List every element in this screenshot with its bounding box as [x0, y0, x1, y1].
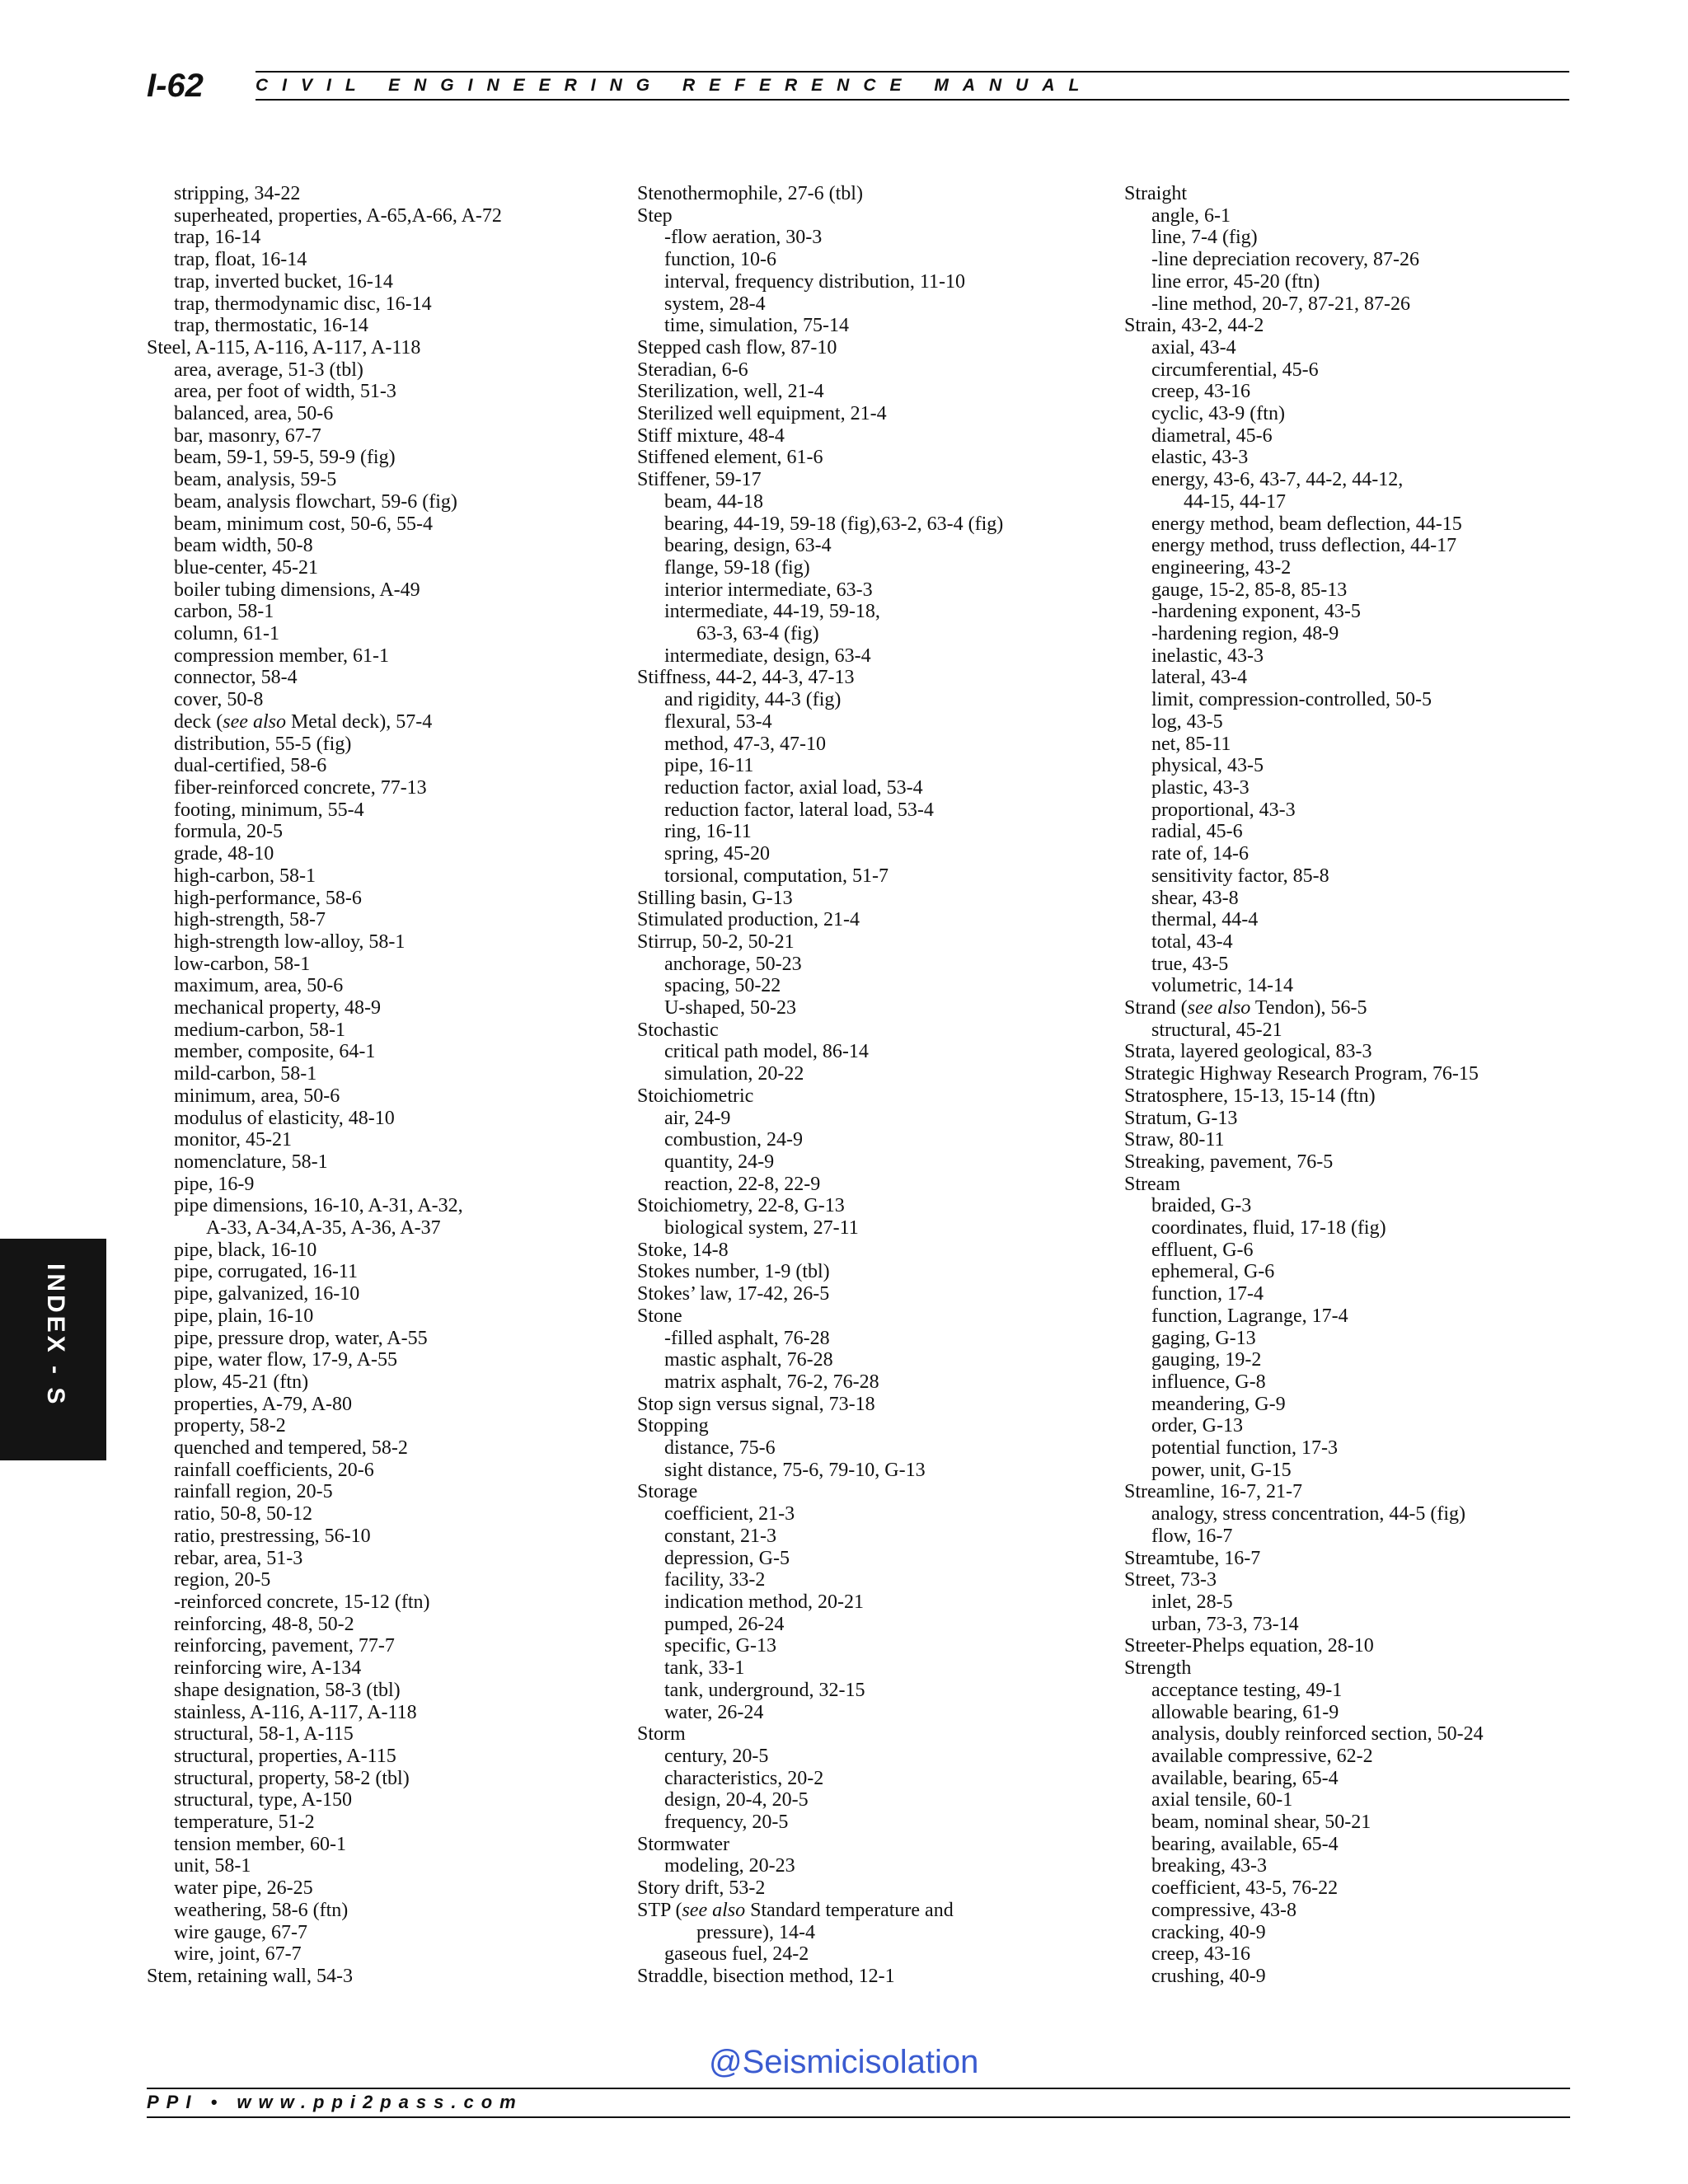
index-entry: boiler tubing dimensions, A-49 — [174, 579, 420, 601]
index-entry: blue-center, 45-21 — [174, 556, 318, 579]
index-entry: member, composite, 64-1 — [174, 1041, 376, 1063]
footer-rule-bottom — [147, 2116, 1570, 2118]
index-entry: high-strength low-alloy, 58-1 — [174, 930, 406, 953]
index-entry: maximum, area, 50-6 — [174, 975, 344, 997]
index-entry: -reinforced concrete, 15-12 (ftn) — [174, 1591, 430, 1613]
index-entry: pipe, 16-11 — [664, 755, 754, 777]
index-entry: spring, 45-20 — [664, 843, 770, 865]
index-entry: biological system, 27-11 — [664, 1217, 859, 1240]
index-entry: tank, underground, 32-15 — [664, 1679, 865, 1701]
index-entry: -line method, 20-7, 87-21, 87-26 — [1151, 293, 1410, 315]
index-entry: area, per foot of width, 51-3 — [174, 381, 396, 403]
index-entry: intermediate, 44-19, 59-18, — [664, 601, 880, 623]
index-entry: depression, G-5 — [664, 1547, 790, 1569]
index-entry: axial tensile, 60-1 — [1151, 1789, 1293, 1811]
index-entry: high-performance, 58-6 — [174, 887, 362, 909]
index-entry: high-strength, 58-7 — [174, 909, 326, 931]
index-entry: pipe, pressure drop, water, A-55 — [174, 1327, 428, 1349]
index-entry: footing, minimum, 55-4 — [174, 799, 364, 821]
index-entry: effluent, G-6 — [1151, 1239, 1254, 1261]
index-entry: trap, thermodynamic disc, 16-14 — [174, 293, 432, 315]
index-entry: spacing, 50-22 — [664, 975, 781, 997]
index-entry: -filled asphalt, 76-28 — [664, 1327, 830, 1349]
index-entry: bar, masonry, 67-7 — [174, 424, 321, 447]
index-entry: radial, 45-6 — [1151, 821, 1243, 843]
index-entry: sight distance, 75-6, 79-10, G-13 — [664, 1459, 926, 1481]
index-entry: analogy, stress concentration, 44-5 (fig) — [1151, 1503, 1465, 1526]
index-entry: matrix asphalt, 76-2, 76-28 — [664, 1371, 879, 1393]
index-entry: pressure), 14-4 — [696, 1921, 815, 1943]
index-entry: bearing, 44-19, 59-18 (fig),63-2, 63-4 (fig) — [664, 513, 1004, 535]
index-entry: compressive, 43-8 — [1151, 1899, 1296, 1921]
index-entry: interior intermediate, 63-3 — [664, 579, 873, 601]
index-entry: monitor, 45-21 — [174, 1129, 293, 1151]
index-entry: Streamline, 16-7, 21-7 — [1124, 1481, 1302, 1503]
index-entry: stripping, 34-22 — [174, 183, 301, 204]
index-entry: limit, compression-controlled, 50-5 — [1151, 689, 1432, 711]
index-entry: function, Lagrange, 17-4 — [1151, 1305, 1348, 1327]
index-entry: reduction factor, axial load, 53-4 — [664, 776, 923, 799]
index-entry: tension member, 60-1 — [174, 1833, 346, 1855]
index-entry: coefficient, 21-3 — [664, 1503, 795, 1526]
index-entry: true, 43-5 — [1151, 953, 1229, 975]
index-entry: minimum, area, 50-6 — [174, 1085, 340, 1107]
index-entry: Stop sign versus signal, 73-18 — [637, 1393, 875, 1415]
index-entry: bearing, available, 65-4 — [1151, 1833, 1339, 1855]
index-entry: rate of, 14-6 — [1151, 843, 1249, 865]
index-entry: diametral, 45-6 — [1151, 424, 1273, 447]
index-entry: reinforcing wire, A-134 — [174, 1657, 362, 1680]
index-entry: A-33, A-34,A-35, A-36, A-37 — [206, 1217, 441, 1240]
index-entry: pipe dimensions, 16-10, A-31, A-32, — [174, 1195, 463, 1217]
index-entry: physical, 43-5 — [1151, 755, 1264, 777]
index-entry: and rigidity, 44-3 (fig) — [664, 689, 842, 711]
index-entry: -hardening exponent, 43-5 — [1151, 601, 1361, 623]
index-entry: pumped, 26-24 — [664, 1613, 785, 1635]
index-entry: Stiffener, 59-17 — [637, 469, 762, 491]
page-header — [147, 64, 1548, 114]
index-entry: weathering, 58-6 (ftn) — [174, 1899, 349, 1921]
index-entry: pipe, corrugated, 16-11 — [174, 1261, 359, 1283]
index-entry: Storage — [637, 1481, 698, 1503]
index-entry: acceptance testing, 49-1 — [1151, 1679, 1343, 1701]
index-entry: gaseous fuel, 24-2 — [664, 1943, 809, 1966]
index-entry: reinforcing, 48-8, 50-2 — [174, 1613, 354, 1635]
index-entry: Stoke, 14-8 — [637, 1239, 729, 1261]
index-entry: engineering, 43-2 — [1151, 556, 1292, 579]
index-entry: quantity, 24-9 — [664, 1151, 775, 1173]
index-entry: Stepped cash flow, 87-10 — [637, 336, 837, 359]
index-entry: Stiffened element, 61-6 — [637, 447, 823, 469]
header-rule-bottom — [256, 99, 1569, 101]
index-entry: tank, 33-1 — [664, 1657, 745, 1680]
index-entry: system, 28-4 — [664, 293, 766, 315]
index-entry: intermediate, design, 63-4 — [664, 644, 871, 667]
index-entry: structural, property, 58-2 (tbl) — [174, 1767, 410, 1789]
index-entry: pipe, 16-9 — [174, 1173, 255, 1195]
index-entry: reinforcing, pavement, 77-7 — [174, 1635, 395, 1657]
index-entry: plastic, 43-3 — [1151, 776, 1250, 799]
index-entry: Straw, 80-11 — [1124, 1129, 1225, 1151]
index-entry: lateral, 43-4 — [1151, 667, 1247, 689]
index-entry: torsional, computation, 51-7 — [664, 865, 889, 887]
index-entry: Steel, A-115, A-116, A-117, A-118 — [147, 336, 421, 359]
index-entry: Storm — [637, 1723, 686, 1746]
index-entry: mild-carbon, 58-1 — [174, 1063, 317, 1085]
index-entry: structural, 45-21 — [1151, 1019, 1282, 1041]
index-entry: Straddle, bisection method, 12-1 — [637, 1965, 895, 1987]
index-entry: Stem, retaining wall, 54-3 — [147, 1965, 353, 1987]
index-column-2 — [637, 183, 1123, 1988]
index-entry: urban, 73-3, 73-14 — [1151, 1613, 1299, 1635]
index-entry: beam width, 50-8 — [174, 535, 313, 557]
index-entry: time, simulation, 75-14 — [664, 315, 849, 337]
index-entry: high-carbon, 58-1 — [174, 865, 316, 887]
index-entry: Streamtube, 16-7 — [1124, 1547, 1261, 1569]
index-entry: facility, 33-2 — [664, 1569, 766, 1591]
index-entry: flexural, 53-4 — [664, 710, 772, 733]
index-entry: ratio, 50-8, 50-12 — [174, 1503, 312, 1526]
publisher-footer: PPI • www.ppi2pass.com — [147, 2092, 523, 2112]
index-entry: available, bearing, 65-4 — [1151, 1767, 1339, 1789]
index-entry: circumferential, 45-6 — [1151, 359, 1319, 381]
index-entry: rebar, area, 51-3 — [174, 1547, 303, 1569]
index-entry: Streaking, pavement, 76-5 — [1124, 1151, 1334, 1173]
index-entry: nomenclature, 58-1 — [174, 1151, 328, 1173]
index-entry: structural, 58-1, A-115 — [174, 1723, 354, 1746]
index-entry: trap, thermostatic, 16-14 — [174, 315, 368, 337]
index-entry: interval, frequency distribution, 11-10 — [664, 270, 966, 293]
index-entry: Stopping — [637, 1415, 709, 1437]
index-entry: proportional, 43-3 — [1151, 799, 1296, 821]
index-entry: frequency, 20-5 — [664, 1811, 789, 1834]
watermark: @Seismicisolation — [709, 2044, 979, 2080]
index-entry: thermal, 44-4 — [1151, 909, 1259, 931]
footer-rule-top — [147, 2088, 1570, 2089]
index-entry: breaking, 43-3 — [1151, 1855, 1267, 1877]
index-section-tab — [0, 1239, 106, 1460]
index-entry: grade, 48-10 — [174, 843, 274, 865]
index-entry: -line depreciation recovery, 87-26 — [1151, 249, 1419, 271]
index-entry: design, 20-4, 20-5 — [664, 1789, 809, 1811]
index-entry: mechanical property, 48-9 — [174, 997, 382, 1019]
index-entry: trap, float, 16-14 — [174, 249, 307, 271]
index-entry: Strain, 43-2, 44-2 — [1124, 315, 1264, 337]
index-entry: gauging, 19-2 — [1151, 1349, 1262, 1371]
index-entry: balanced, area, 50-6 — [174, 403, 334, 425]
index-entry: beam, 44-18 — [664, 490, 763, 513]
index-entry: water pipe, 26-25 — [174, 1877, 313, 1900]
index-entry: beam, minimum cost, 50-6, 55-4 — [174, 513, 433, 535]
index-entry: Streeter-Phelps equation, 28-10 — [1124, 1635, 1374, 1657]
index-entry: Stratosphere, 15-13, 15-14 (ftn) — [1124, 1085, 1376, 1107]
index-entry: connector, 58-4 — [174, 667, 298, 689]
index-entry: Strand (see also Tendon), 56-5 — [1124, 997, 1367, 1019]
index-entry: Stormwater — [637, 1833, 729, 1855]
index-entry: superheated, properties, A-65,A-66, A-72 — [174, 204, 502, 227]
index-entry: ratio, prestressing, 56-10 — [174, 1525, 371, 1547]
index-entry: column, 61-1 — [174, 623, 279, 645]
index-entry: Sterilization, well, 21-4 — [637, 381, 824, 403]
index-column-3 — [1124, 183, 1611, 1988]
index-entry: fiber-reinforced concrete, 77-13 — [174, 776, 427, 799]
index-column-1 — [147, 183, 633, 1988]
index-entry: ring, 16-11 — [664, 821, 752, 843]
index-entry: Stream — [1124, 1173, 1180, 1195]
index-entry: critical path model, 86-14 — [664, 1041, 869, 1063]
index-entry: wire, joint, 67-7 — [174, 1943, 302, 1966]
index-entry: Strength — [1124, 1657, 1192, 1680]
index-entry: reduction factor, lateral load, 53-4 — [664, 799, 934, 821]
index-entry: trap, inverted bucket, 16-14 — [174, 270, 393, 293]
index-entry: Straight — [1124, 183, 1187, 204]
index-entry: total, 43-4 — [1151, 930, 1233, 953]
index-entry: cover, 50-8 — [174, 689, 264, 711]
index-entry: Street, 73-3 — [1124, 1569, 1217, 1591]
page-number: I-62 — [147, 68, 204, 104]
index-entry: beam, analysis flowchart, 59-6 (fig) — [174, 490, 457, 513]
index-entry: order, G-13 — [1151, 1415, 1243, 1437]
index-entry: rainfall region, 20-5 — [174, 1481, 333, 1503]
index-entry: energy, 43-6, 43-7, 44-2, 44-12, — [1151, 469, 1404, 491]
index-entry: net, 85-11 — [1151, 733, 1231, 755]
index-entry: property, 58-2 — [174, 1415, 286, 1437]
index-entry: cyclic, 43-9 (ftn) — [1151, 403, 1285, 425]
index-entry: bearing, design, 63-4 — [664, 535, 832, 557]
index-entry: modeling, 20-23 — [664, 1855, 795, 1877]
index-entry: century, 20-5 — [664, 1745, 769, 1767]
index-entry: gauge, 15-2, 85-8, 85-13 — [1151, 579, 1348, 601]
index-entry: flow, 16-7 — [1151, 1525, 1233, 1547]
index-entry: Steradian, 6-6 — [637, 359, 748, 381]
index-entry: cracking, 40-9 — [1151, 1921, 1266, 1943]
index-entry: coefficient, 43-5, 76-22 — [1151, 1877, 1339, 1900]
index-entry: energy method, truss deflection, 44-17 — [1151, 535, 1457, 557]
index-entry: shape designation, 58-3 (tbl) — [174, 1679, 401, 1701]
index-entry: gaging, G-13 — [1151, 1327, 1256, 1349]
index-entry: volumetric, 14-14 — [1151, 975, 1293, 997]
index-entry: plow, 45-21 (ftn) — [174, 1371, 309, 1393]
index-entry: rainfall coefficients, 20-6 — [174, 1459, 374, 1481]
index-entry: beam, analysis, 59-5 — [174, 469, 337, 491]
index-entry: properties, A-79, A-80 — [174, 1393, 352, 1415]
index-entry: dual-certified, 58-6 — [174, 755, 327, 777]
index-entry: pipe, black, 16-10 — [174, 1239, 317, 1261]
index-entry: simulation, 20-22 — [664, 1063, 804, 1085]
index-entry: distance, 75-6 — [664, 1437, 776, 1460]
index-entry: log, 43-5 — [1151, 710, 1223, 733]
index-entry: carbon, 58-1 — [174, 601, 274, 623]
index-entry: STP (see also Standard temperature and — [637, 1899, 954, 1921]
index-entry: Stratum, G-13 — [1124, 1107, 1238, 1129]
index-entry: Story drift, 53-2 — [637, 1877, 766, 1900]
index-entry: function, 17-4 — [1151, 1283, 1264, 1305]
header-rule-top — [256, 71, 1569, 73]
index-entry: braided, G-3 — [1151, 1195, 1252, 1217]
index-entry: formula, 20-5 — [174, 821, 283, 843]
index-entry: distribution, 55-5 (fig) — [174, 733, 352, 755]
index-entry: line error, 45-20 (ftn) — [1151, 270, 1320, 293]
index-entry: Stiffness, 44-2, 44-3, 47-13 — [637, 667, 855, 689]
index-entry: anchorage, 50-23 — [664, 953, 802, 975]
index-entry: Stokes’ law, 17-42, 26-5 — [637, 1283, 830, 1305]
index-entry: Strata, layered geological, 83-3 — [1124, 1041, 1372, 1063]
index-entry: indication method, 20-21 — [664, 1591, 864, 1613]
index-entry: low-carbon, 58-1 — [174, 953, 311, 975]
index-entry: Stokes number, 1-9 (tbl) — [637, 1261, 830, 1283]
index-entry: 63-3, 63-4 (fig) — [696, 623, 819, 645]
index-entry: sensitivity factor, 85-8 — [1151, 865, 1329, 887]
index-entry: analysis, doubly reinforced section, 50-24 — [1151, 1723, 1484, 1746]
index-entry: inlet, 28-5 — [1151, 1591, 1233, 1613]
index-entry: modulus of elasticity, 48-10 — [174, 1107, 395, 1129]
index-entry: structural, type, A-150 — [174, 1789, 352, 1811]
index-entry: inelastic, 43-3 — [1151, 644, 1264, 667]
index-entry: power, unit, G-15 — [1151, 1459, 1292, 1481]
index-entry: available compressive, 62-2 — [1151, 1745, 1373, 1767]
index-entry: Stimulated production, 21-4 — [637, 909, 860, 931]
index-entry: pipe, galvanized, 16-10 — [174, 1283, 360, 1305]
index-entry: U-shaped, 50-23 — [664, 997, 796, 1019]
index-entry: shear, 43-8 — [1151, 887, 1239, 909]
index-entry: influence, G-8 — [1151, 1371, 1266, 1393]
index-entry: constant, 21-3 — [664, 1525, 776, 1547]
index-entry: elastic, 43-3 — [1151, 447, 1249, 469]
index-entry: medium-carbon, 58-1 — [174, 1019, 345, 1041]
index-entry: flange, 59-18 (fig) — [664, 556, 810, 579]
index-entry: -flow aeration, 30-3 — [664, 227, 823, 249]
index-entry: beam, nominal shear, 50-21 — [1151, 1811, 1372, 1834]
index-entry: energy method, beam deflection, 44-15 — [1151, 513, 1462, 535]
index-entry: stainless, A-116, A-117, A-118 — [174, 1701, 417, 1723]
index-entry: Stiff mixture, 48-4 — [637, 424, 785, 447]
index-entry: meandering, G-9 — [1151, 1393, 1286, 1415]
index-entry: specific, G-13 — [664, 1635, 776, 1657]
index-entry: Stilling basin, G-13 — [637, 887, 793, 909]
index-entry: potential function, 17-3 — [1151, 1437, 1338, 1460]
index-entry: Stochastic — [637, 1019, 719, 1041]
index-entry: Stoichiometric — [637, 1085, 754, 1107]
index-entry: wire gauge, 67-7 — [174, 1921, 307, 1943]
index-entry: creep, 43-16 — [1151, 381, 1250, 403]
index-entry: beam, 59-1, 59-5, 59-9 (fig) — [174, 447, 396, 469]
running-title: CIVIL ENGINEERING REFERENCE MANUAL — [256, 76, 1094, 95]
index-entry: trap, 16-14 — [174, 227, 261, 249]
index-entry: reaction, 22-8, 22-9 — [664, 1173, 821, 1195]
index-entry: Strategic Highway Research Program, 76-15 — [1124, 1063, 1479, 1085]
index-entry: Stone — [637, 1305, 682, 1327]
index-entry: region, 20-5 — [174, 1569, 271, 1591]
index-entry: allowable bearing, 61-9 — [1151, 1701, 1339, 1723]
index-entry: angle, 6-1 — [1151, 204, 1231, 227]
index-entry: water, 26-24 — [664, 1701, 764, 1723]
index-entry: function, 10-6 — [664, 249, 776, 271]
index-entry: 44-15, 44-17 — [1184, 490, 1286, 513]
index-entry: deck (see also Metal deck), 57-4 — [174, 710, 433, 733]
index-entry: pipe, water flow, 17-9, A-55 — [174, 1349, 398, 1371]
index-entry: temperature, 51-2 — [174, 1811, 315, 1834]
index-entry: Stenothermophile, 27-6 (tbl) — [637, 183, 863, 204]
index-entry: air, 24-9 — [664, 1107, 731, 1129]
index-entry: Step — [637, 204, 673, 227]
index-entry: unit, 58-1 — [174, 1855, 251, 1877]
index-entry: coordinates, fluid, 17-18 (fig) — [1151, 1217, 1386, 1240]
index-entry: mastic asphalt, 76-28 — [664, 1349, 833, 1371]
index-entry: crushing, 40-9 — [1151, 1965, 1266, 1987]
index-entry: Stirrup, 50-2, 50-21 — [637, 930, 795, 953]
index-entry: compression member, 61-1 — [174, 644, 389, 667]
index-entry: axial, 43-4 — [1151, 336, 1236, 359]
index-entry: combustion, 24-9 — [664, 1129, 803, 1151]
index-entry: creep, 43-16 — [1151, 1943, 1250, 1966]
index-entry: ephemeral, G-6 — [1151, 1261, 1275, 1283]
index-entry: characteristics, 20-2 — [664, 1767, 824, 1789]
index-entry: Stoichiometry, 22-8, G-13 — [637, 1195, 845, 1217]
index-entry: line, 7-4 (fig) — [1151, 227, 1258, 249]
index-entry: quenched and tempered, 58-2 — [174, 1437, 408, 1460]
index-entry: -hardening region, 48-9 — [1151, 623, 1339, 645]
index-section-label: INDEX - S — [42, 1263, 69, 1408]
index-entry: area, average, 51-3 (tbl) — [174, 359, 363, 381]
index-entry: structural, properties, A-115 — [174, 1745, 396, 1767]
index-entry: Sterilized well equipment, 21-4 — [637, 403, 887, 425]
index-entry: pipe, plain, 16-10 — [174, 1305, 314, 1327]
index-entry: method, 47-3, 47-10 — [664, 733, 826, 755]
